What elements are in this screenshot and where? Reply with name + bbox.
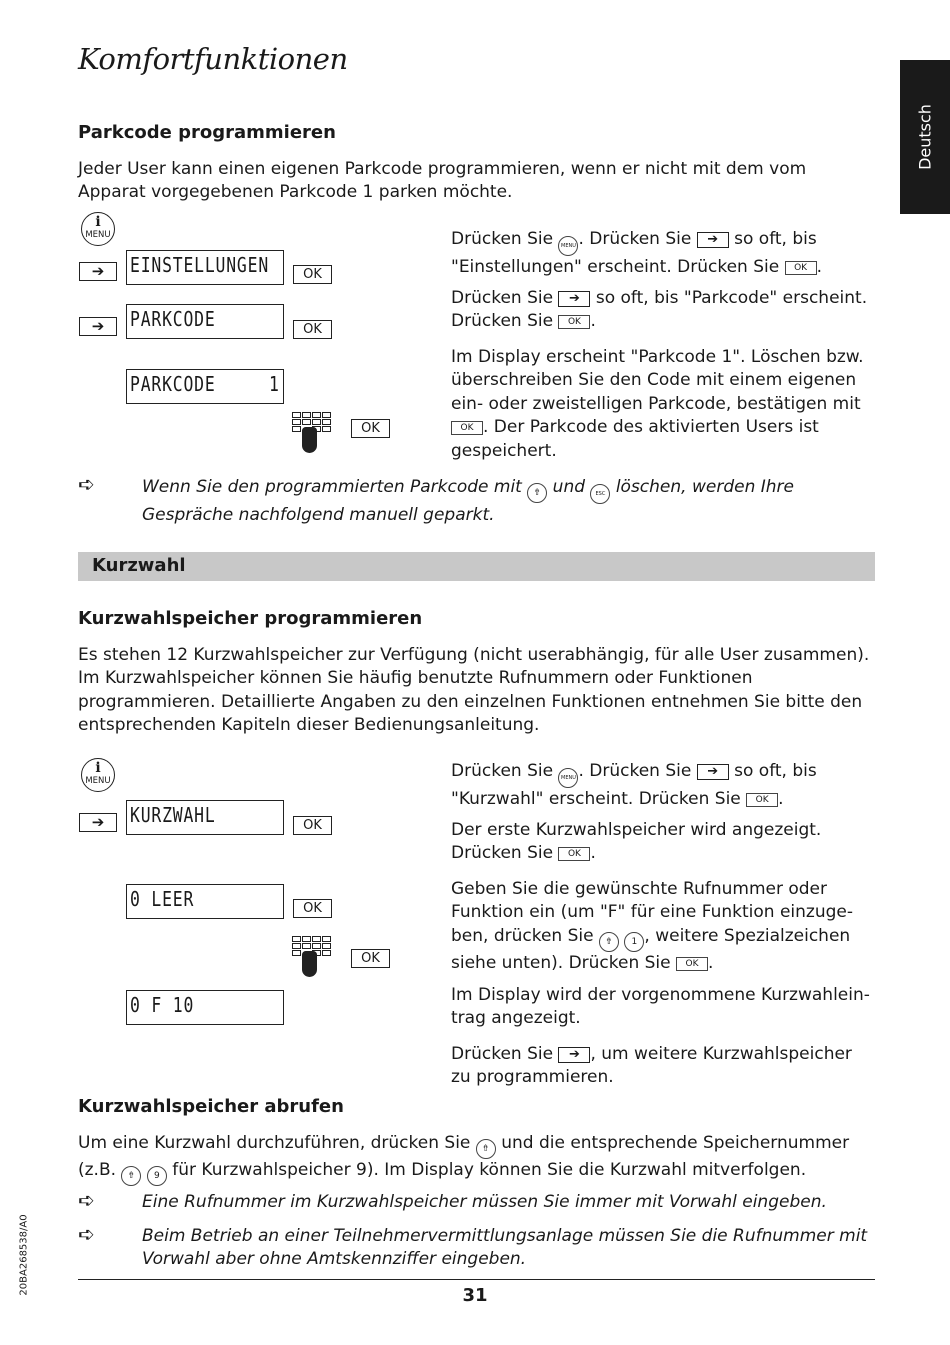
menu-key-icon bbox=[81, 212, 115, 246]
ok-key-icon: OK bbox=[293, 320, 332, 339]
lcd-display-kurzwahl bbox=[126, 800, 284, 835]
kurzwahl-note-1: Eine Rufnummer im Kurzwahlspeicher müssen Sie immer mit Vorwahl eingeben. bbox=[142, 1192, 827, 1212]
ok-key-icon: OK bbox=[293, 899, 332, 918]
digit-9-key-inline-icon: 9 bbox=[147, 1166, 167, 1186]
kurzwahl-note-2: Beim Betrieb an einer Teilnehmervermittlungsanlage müssen Sie die Rufnummer mit Vorwahl aber ohne Amtskennziffer eingeben. bbox=[142, 1226, 868, 1270]
parkcode-note: Wenn Sie den programmierten Parkcode mit ⇮ und ESC löschen, werden Ihre Gespräche nachfolgend manuell geparkt. bbox=[142, 477, 794, 525]
section-bar-kurzwahl bbox=[78, 552, 875, 581]
note-arrow-icon: ➪ bbox=[78, 1222, 95, 1246]
arrow-key-icon: ➔ bbox=[79, 317, 117, 336]
menu-key-i: i bbox=[95, 214, 101, 230]
ok-key-inline-icon: OK bbox=[785, 261, 817, 275]
keypad-finger-icon bbox=[292, 412, 330, 456]
shift-key-inline-icon: ⇮ bbox=[527, 483, 547, 503]
kurzwahl-abrufen-heading: Kurzwahlspeicher abrufen bbox=[78, 1096, 344, 1117]
language-tab-label: Deutsch bbox=[915, 104, 935, 170]
footer-rule bbox=[78, 1279, 875, 1280]
ok-key-inline-icon: OK bbox=[558, 847, 590, 861]
arrow-key-inline-icon: ➔ bbox=[697, 232, 729, 248]
kurzwahl-step-5: Drücken Sie ➔ , um weitere Kurzwahlspeicher zu programmieren. bbox=[451, 1044, 852, 1088]
lcd-text: EINSTELLUNGEN bbox=[130, 253, 270, 277]
lcd-display-einstellungen bbox=[126, 250, 284, 285]
section-title: Kurzwahl bbox=[92, 555, 186, 576]
parkcode-step-1: Drücken Sie MENU . Drücken Sie ➔ so oft, bis "Einstellungen" erscheint. Drücken Sie OK . bbox=[451, 229, 822, 277]
menu-key-i: i bbox=[95, 760, 101, 776]
arrow-key-icon: ➔ bbox=[79, 813, 117, 832]
menu-key-icon bbox=[81, 758, 115, 792]
lcd-display-leer bbox=[126, 884, 284, 919]
lcd-display-parkcode bbox=[126, 304, 284, 339]
kurzwahl-step-1: Drücken Sie MENU . Drücken Sie ➔ so oft, bis "Kurzwahl" erscheint. Drücken Sie OK . bbox=[451, 761, 817, 809]
shift-key-inline-icon: ⇮ bbox=[121, 1166, 141, 1186]
ok-key-inline-icon: OK bbox=[676, 957, 708, 971]
ok-key-icon: OK bbox=[293, 816, 332, 835]
parkcode-step-2: Drücken Sie ➔ so oft, bis "Parkcode" erscheint. Drücken Sie OK . bbox=[451, 288, 868, 332]
ok-key-inline-icon: OK bbox=[451, 421, 483, 435]
arrow-key-inline-icon: ➔ bbox=[697, 764, 729, 780]
lcd-text: 0 LEER bbox=[130, 887, 195, 911]
document-code bbox=[9, 1200, 39, 1310]
language-tab bbox=[900, 60, 950, 214]
ok-key-inline-icon: OK bbox=[746, 793, 778, 807]
parkcode-heading: Parkcode programmieren bbox=[78, 122, 336, 143]
menu-key-label: MENU bbox=[85, 776, 111, 786]
shift-key-inline-icon: ⇮ bbox=[599, 932, 619, 952]
lcd-text: 0 F 10 bbox=[130, 993, 195, 1017]
page-number: 31 bbox=[462, 1285, 488, 1306]
ok-key-icon: OK bbox=[351, 419, 390, 438]
keypad-finger-icon bbox=[292, 936, 330, 980]
kurzwahl-step-3: Geben Sie die gewünschte Rufnummer oder Funktion ein (um "F" für eine Funktion einzuge-ben, drücken Sie ⇮ 1 , weitere Spezialzeichen siehe unten). Drücken Sie OK . bbox=[451, 879, 853, 973]
ok-key-icon: OK bbox=[293, 265, 332, 284]
kurzwahl-step-2: Der erste Kurzwahlspeicher wird angezeigt. Drücken Sie OK . bbox=[451, 820, 822, 864]
kurzwahl-heading: Kurzwahlspeicher programmieren bbox=[78, 608, 423, 629]
parkcode-step-3: Im Display erscheint "Parkcode 1". Löschen bzw. überschreiben Sie den Code mit einem eigenen ein- oder zweistelligen Parkcode, bestätigen mit OK . Der Parkcode des aktivierten Users ist gespeichert. bbox=[451, 347, 864, 461]
menu-key-label: MENU bbox=[85, 230, 111, 240]
lcd-text: PARKCODE bbox=[130, 307, 216, 331]
ok-key-inline-icon: OK bbox=[558, 315, 590, 329]
kurzwahl-abrufen-text: Um eine Kurzwahl durchzuführen, drücken Sie ⇮ und die entsprechende Speichernummer (z.B. ⇮ 9 für Kurzwahlspeicher 9). Im Display können Sie die Kurzwahl mitverfolgen. bbox=[78, 1132, 878, 1186]
menu-key-inline-icon: MENU bbox=[558, 236, 578, 256]
note-arrow-icon: ➪ bbox=[78, 472, 95, 496]
lcd-display-f10 bbox=[126, 990, 284, 1025]
ok-key-icon: OK bbox=[351, 949, 390, 968]
digit-1-key-inline-icon: 1 bbox=[624, 932, 644, 952]
shift-key-inline-icon: ⇮ bbox=[476, 1139, 496, 1159]
note-arrow-icon: ➪ bbox=[78, 1188, 95, 1212]
arrow-key-inline-icon: ➔ bbox=[558, 291, 590, 307]
parkcode-intro: Jeder User kann einen eigenen Parkcode programmieren, wenn er nicht mit dem vom Apparat vorgegebenen Parkcode 1 parken möchte. bbox=[78, 159, 807, 203]
lcd-display-parkcode-1 bbox=[126, 369, 284, 404]
arrow-key-inline-icon: ➔ bbox=[558, 1047, 590, 1063]
kurzwahl-intro: Es stehen 12 Kurzwahlspeicher zur Verfügung (nicht userabhängig, für alle User zusammen). Im Kurzwahlspeicher können Sie häufig benutzte Rufnummern oder Funktionen programmieren. Detaillierte Angaben zu den einzelnen Funktionen entnehmen Sie bitte den entsprechenden Kapiteln dieser Bedienungsanleitung. bbox=[78, 645, 870, 736]
menu-key-inline-icon: MENU bbox=[558, 768, 578, 788]
document-code-text: 20BA268538/A0 bbox=[18, 1214, 30, 1296]
page-title: Komfortfunktionen bbox=[78, 42, 348, 76]
esc-key-inline-icon: ESC bbox=[590, 484, 610, 504]
lcd-text: KURZWAHL bbox=[130, 803, 216, 827]
kurzwahl-step-4: Im Display wird der vorgenommene Kurzwahlein-trag angezeigt. bbox=[451, 985, 870, 1029]
lcd-text: PARKCODE 1 bbox=[130, 372, 280, 396]
arrow-key-icon: ➔ bbox=[79, 262, 117, 281]
